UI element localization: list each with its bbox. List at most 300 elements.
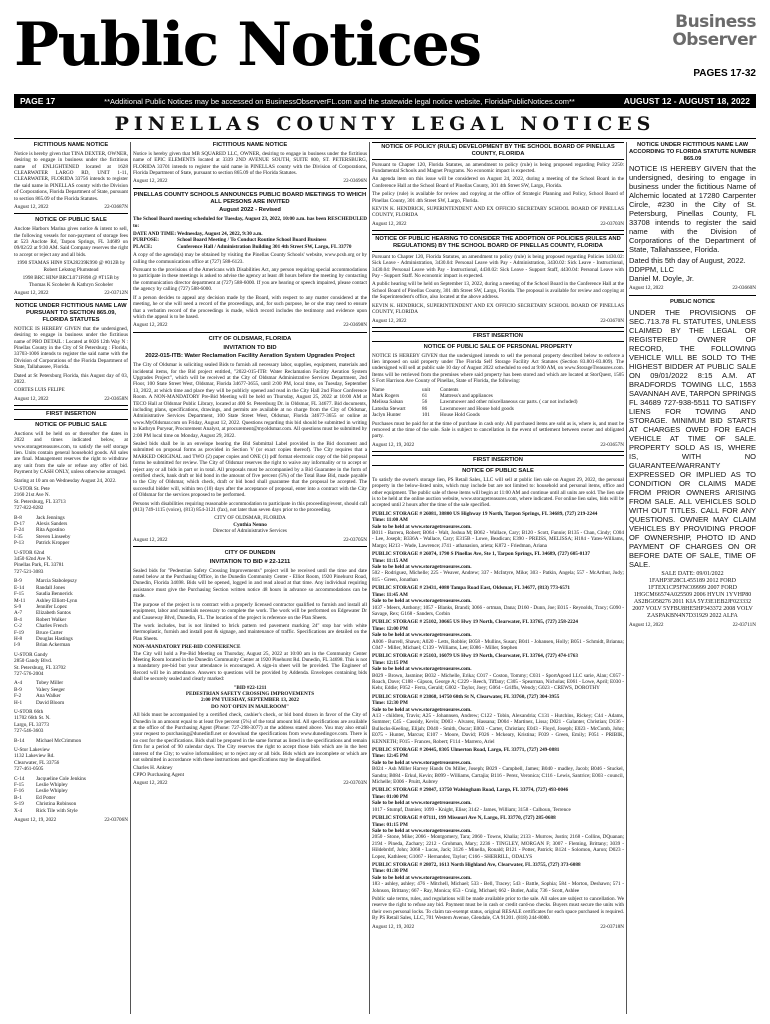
- bid-label-line: DO NOT OPEN IN MAILROOM": [210, 703, 289, 710]
- notice-heading: NOTICE UNDER FICTITIOUS NAME LAW PURSUANT TO SECTION 865.09, FLORIDA STATUTES: [15, 303, 127, 323]
- location-city: Pinellas Park, FL 33781: [14, 562, 64, 569]
- column-c: [372, 142, 624, 1014]
- notice-public-sale-vessels: [14, 217, 128, 300]
- notice-dated: Dated this 5th day of August, 2022.: [629, 256, 746, 266]
- unit-tenant: Charles French: [36, 623, 68, 630]
- unit-tenant: Jennifer Lopez: [36, 603, 67, 610]
- notice-date: August 12, 2022: [133, 322, 168, 329]
- location-city: Clearwater, FL 33756: [14, 759, 60, 766]
- notice-owner: DDPPM, LLC: [629, 265, 675, 275]
- column-divider: [130, 142, 131, 1014]
- notice-fictitious-name-a: [14, 142, 128, 214]
- location-phone: 727-546-3603: [14, 728, 44, 735]
- meeting-details: [133, 231, 367, 250]
- storage-entry-site: Sale to be held at www.storagetreasures.com.: [372, 706, 472, 713]
- vehicle-vins: 1FAHP3F28CL455189 2012 FORD 1FTEX1CP5FNC09999 2007 FORD 1HGCM66574A025509 2006 HYUN 1YVHP80 AS2BG058276 2011 KIA 5YJ3E1EB2JF023332 2007 VOLV 5YFBU8HE5HP343372 2008 VOLV ZASPAKBN4N7D31929 2022 ALFA: [632, 577, 753, 619]
- notice-heading: FIRST INSERTION: [14, 409, 128, 420]
- notice-heading: NOTICE UNDER FICTITIOUS NAME LAW ACCORDING TO FLORIDA STATUTE NUMBER 865.09: [629, 142, 756, 162]
- vessel-entry: 1998 BRC HIN# BRCL071F898 @ #T15B by Thomas K Scoheler & Kathryn Scoheler: [22, 275, 120, 288]
- notice-subheading: NOTICE OF PUBLIC SALE: [35, 421, 107, 428]
- notice-code: 22-03660N: [732, 285, 756, 292]
- notice-body: Notice is hereby given that MB SQUARED LLC, OWNER, desiring to engage in business under the fictitious name of EPIC ELEMENTS located at 3339 2ND AVENUE SOUTH, SUITE 800, ST. PETERSBURG, FLORIDA 33701 intends to register the said name in PINELLAS county with the Division of Corporations, Florida Department of State, pursuant to section 865.09 of the Florida Statutes.: [133, 150, 367, 177]
- location-name: U-STOR Gandy: [14, 651, 48, 658]
- notice-paragraph: The purpose of the project is to contract with a properly licensed contractor qualified to furnish and install all equipment, labor and materials necessary to complete the work. The work will be performed on Edgewater Dr and Causeway Blvd, Dunedin, FL. The location of the project is reference on the Plan Sheets.: [133, 601, 367, 621]
- location-name: U-STOR St. Pete: [14, 486, 50, 493]
- notice-code: 22-03705N: [343, 536, 367, 543]
- notice-dated: Dated at St Petersburg Florida, this August day of 03, 2022.: [14, 372, 128, 385]
- notice-body: NOTICE IS HEREBY GIVEN that the undersigned, desiring to engage in business under the fictitious name of PRO DETAIL : Located at 6026 12th Way N : Pinellas County in the City of St Petersburg : Florida, 33703-1006 intends to register the said name with the Division of Corporations of the Florida Department of State, Tallahassee, Florida.: [14, 325, 128, 371]
- business-observer-logo: [660, 14, 756, 49]
- notice-date: August 12, 19, 2022: [14, 817, 57, 824]
- notice-paragraph: The work includes, but is not limited to brick pattern red pavement marking 24" stop bar with white thermoplastic, furnish and install post & signage, and maintenance of traffic. Specifications are detailed on the Plan Sheets.: [133, 622, 367, 642]
- storage-entry-time: Time: 01:30 PM: [372, 868, 408, 875]
- unit-tenant: Jack Jennings: [36, 514, 65, 521]
- signature-line: Director of Administrative Services: [213, 528, 287, 535]
- storage-entry-heading: PUBLIC STORAGE # 26081, 38800 US Highway 19 North, Tarpon Springs, FL 34689, (727) 219-2244: [372, 510, 598, 517]
- location-city: Largo, FL 33773: [14, 721, 50, 728]
- storage-entry-time: Time: 12:15 PM: [372, 659, 408, 666]
- unit-number: A-4: [14, 680, 23, 687]
- notice-code: 22-03706N: [104, 817, 128, 824]
- notice-footer: [14, 204, 128, 210]
- vessel-entry: 1990 STAMAS HIN# STA28239K990 @ #012B by Robert Lekstog Plumstead: [16, 260, 126, 273]
- notice-owner: Daniel M. Doyle, Jr.: [629, 274, 695, 284]
- unit-number: E-14: [14, 584, 25, 591]
- table-cell-name: Mark Rogers: [372, 392, 400, 399]
- notice-paragraph: An agenda item on this issue will be considered on August 24, 2022, during a meeting of the School Board in the Conference Hall at the School Board of Pinellas County, 301 4th Street SW, Largo, Florida.: [372, 176, 624, 189]
- location-name: U-STOR 66th: [14, 709, 44, 716]
- storage-entry: [372, 511, 624, 549]
- bid-label-line: PEDESTRIAN SAFETY CROSSING IMPROVEMENTS: [185, 690, 315, 697]
- unit-tenant: David Bloom: [36, 699, 65, 706]
- storage-entry-units: A006 - Burrell, Shawn; A020 - Letts, Robbie; B058 - Mullins, Susan; B041 - Johansen, Holly; B051 - Schmidt, Brianna; C047 - Miller, Michael; C139 - Williams, Lee; E086 - Miller, Stephen: [372, 638, 624, 651]
- location-city: St. Petersburg, FL 33702: [14, 664, 66, 671]
- notice-footer: [372, 318, 624, 324]
- notice-heading: PINELLAS COUNTY SCHOOLS ANNOUNCES PUBLIC BOARD MEETINGS TO WHICH ALL PERSONS ARE INVITED: [133, 191, 367, 205]
- unit-number: D-17: [14, 521, 25, 528]
- detail-label: PLACE:: [133, 243, 153, 250]
- unit-number: F-24: [14, 527, 24, 534]
- notice-paragraph: NOTICE IS HEREBY GIVEN that the undersigned, desiring to engage in business under the fictitious Name of Alchemic located at 17280 Carpenter Circle, #230 in the City of St. Petersburg, Pinellas County, FL 33708 intends to register the said name with the Division of Corporations of the Department of State, Tallahassee, Florida.: [629, 164, 756, 255]
- location-phone: 727-822-8282: [14, 505, 44, 512]
- notice-code: 22-03712N: [104, 289, 128, 296]
- unit-number: S-19: [14, 801, 24, 808]
- notice-code: 22-03703N: [600, 220, 624, 227]
- unit-tenant: Jacqueline Cole Jenkins: [36, 775, 86, 782]
- detail-value: Conference Hall / Administration Building 301 4th Street SW, Largo, FL 33770: [177, 243, 352, 250]
- storage-entry: [372, 619, 624, 651]
- unit-tenant: Leslie Whipley: [36, 788, 68, 795]
- storage-entry-time: Time: 12:30 PM: [372, 700, 408, 707]
- unit-tenant: Michael McCrimmon: [36, 737, 82, 744]
- column-b: [133, 142, 367, 1014]
- notice-date: August 12, 2022: [629, 621, 664, 628]
- bid-label-line: 2:00 PM TUESDAY, SEPTEMBER 13, 2022: [201, 697, 299, 704]
- storage-entry-units: 2050 - Stone, Mike; 2066 - Montgomery, Tara; 2060 - Towns, Khalia; 2133 - Murrow, Justin; 2168 - Collins, DQuanan; 2194 - Pineda, Zachary; 2212 - Grohman, Mary; 2236 - TINGLEY, MORGAN F; 3007 - Fleming, Brittany; 3039 - Hildebrdrf, John; 3068 - Lucas, Jack; 3126 - Minella, Ronald; B121 - Potter, Patrick; B124 - Solomon, Aaron; D023 - Lopez, Kathleen; G1067 - Hernandez, Taylor; C166 - SHERRILL, ODALYS: [372, 834, 624, 860]
- unit-list: [14, 578, 128, 648]
- unit-tenant: Saudia Bennerick: [36, 591, 73, 598]
- storage-entry-time: Time: 12:00 PM: [372, 625, 408, 632]
- pages-label: PAGES 17-32: [693, 68, 756, 79]
- notice-public-storage-sale: [372, 455, 624, 933]
- notice-paragraph: A public hearing will be held on September 13, 2022, during a meeting of the School Board in the Conference Hall at the School Board of Pinellas County, 301 4th Street SW, Largo, Florida. The proposal is available for review and copying at the Superintendent's office, also located at the above address.: [372, 281, 624, 301]
- header-bar: [14, 94, 756, 108]
- notice-footer: [372, 924, 624, 930]
- notice-footer: [372, 442, 624, 448]
- table-cell-unit: 101: [422, 412, 430, 419]
- notice-footer: [133, 780, 367, 786]
- unit-number: P-13: [14, 540, 24, 547]
- unit-list: [14, 680, 128, 706]
- notice-footer: [133, 537, 367, 543]
- notice-school-board-meeting: [133, 192, 367, 333]
- notice-oldsmar-itb: [133, 336, 367, 547]
- notice-storquest-sale: [372, 331, 624, 452]
- storage-entry-site: Sale to be held at www.storagetreasures.com.: [372, 632, 472, 639]
- table-header: unit: [422, 386, 431, 393]
- notice-footer: [629, 285, 756, 291]
- notice-date: August 12, 2022: [14, 289, 49, 296]
- notice-body: Anclote Harbors Marina gives notice & intent to sell, the following vessels for non-payment of storage fees at 523 Anclote Rd, Tarpon Springs, FL 34689 on 09/02/22 at 9:30 AM. Said Company reserves the right to accept or reject any and all bids.: [14, 226, 128, 258]
- storage-location: [14, 747, 128, 773]
- unit-tenant: Elizabeth Santos: [36, 610, 71, 617]
- notice-code: 22-03687N: [104, 204, 128, 211]
- storage-entry-heading: PUBLIC STORAGE # 29847, 13750 Walsingham Road, Largo, FL 33774, (727) 493-0046: [372, 787, 569, 794]
- storage-entry-units: 1017 - Stumpf, Damien; 1099 - Knight, Elise; 3142 - James, William; 3158 - Calhoun, Terrence: [372, 806, 571, 813]
- unit-tenant: Tobey Miller: [36, 680, 64, 687]
- unit-number: C-2: [14, 623, 22, 630]
- unit-number: F-2: [14, 693, 22, 700]
- unit-row: [14, 738, 128, 744]
- unit-tenant: Steven Linseeby: [36, 533, 71, 540]
- column-a: [14, 142, 128, 1014]
- storage-entry: [372, 787, 624, 813]
- signature-line: Cynthia Nenno: [233, 521, 267, 528]
- notice-footer: [629, 622, 756, 628]
- notice-footer: [372, 221, 624, 227]
- notice-starting: Staring at 10 am on Wednesday August 24, 2022.: [14, 477, 117, 484]
- table-header: Name: [372, 386, 385, 393]
- notice-fictitious-name-alchemic: [629, 142, 756, 296]
- notice-body: Notice is hereby given that TINA DEXTER, OWNER, desiring to engage in business under the fictitious name of ENLIGHTENED located at 1628 CLEARWATER LARGO RD, UNIT 1-11, CLEARWATER, FLORIDA 33756 intends to register the said name in PINELLAS county with the Division of Corporations, Florida Department of State, pursuant to section 865.09 of the Florida Statutes.: [14, 150, 128, 202]
- unit-number: A-7: [14, 610, 23, 617]
- notice-heading: PUBLIC NOTICE: [669, 298, 716, 305]
- storage-entries: [372, 511, 624, 894]
- unit-tenant: Bruce Carter: [36, 629, 63, 636]
- unit-number: H-8: [14, 635, 23, 642]
- unit-number: B-8: [14, 514, 22, 521]
- notice-date: August 12, 2022: [133, 780, 168, 787]
- storage-entry-units: B011 - Barrera, Robert; B064 - Walt, Joshua M; B062 - Wallace, Cary; B120 - Scott, Fannie; B135 - Chan, Cindy; C004 - Lee, Joseph; B336A - Wallace, Cary; E315B - Lowe, Beadican; E390 - PREISS, MELISSA; H184 - Yates-Williams, Margo; H213 - Wade, Lawrence; J741 - athanasion, arieta; K872 - Friedman, Ariana: [372, 530, 624, 549]
- issue-dates: AUGUST 12 - AUGUST 18, 2022: [623, 96, 750, 106]
- notice-public-hearing-policies: [372, 234, 624, 328]
- notice-subheading: INVITATION TO BID: [223, 344, 277, 351]
- storage-entry-site: Sale to be held at www.storagetreasures.com.: [372, 564, 472, 571]
- notice-code: 22-03718N: [600, 923, 624, 930]
- notice-date: August 12, 2022: [14, 204, 49, 211]
- storage-entry-time: Time: 11:00 AM: [372, 517, 408, 524]
- storage-entry-heading: PUBLIC STORAGE # 07111, 199 Missouri Ave N, Largo, FL 33770, (727) 285-0688: [372, 815, 556, 822]
- unit-number: I-35: [14, 533, 23, 540]
- section-title: PINELLAS COUNTY LEGAL NOTICES: [14, 109, 756, 139]
- notice-code: 22-03670N: [600, 317, 624, 324]
- notice-paragraph: A copy of the agenda(s) may be obtained by visiting the Pinellas County Schools' website, www.pcsb.org or by calling the communications office at (727) 588-6123.: [133, 252, 367, 265]
- notice-signature: KEVIN K. HENDRICK, SUPERINTENDENT AND EX OFFICIO SECRETARY SCHOOL BOARD OF PINELLAS COUNTY, FLORIDA: [372, 206, 624, 219]
- unit-number: S-9: [14, 603, 22, 610]
- unit-number: H-1: [14, 699, 23, 706]
- notice-heading: NOTICE OF PUBLIC SALE: [35, 217, 107, 224]
- notice-date: August 12, 2022: [133, 178, 168, 185]
- notice-paragraph: UNDER THE PROVISIONS OF SEC.713.78 FL STATUTES, UNLESS CLAIMED BY THE LEGAL OR REGISTERED OWNER OF RECORD, THE FOLLOWING VEHICLE WILL BE SOLD TO THE HIGHEST BIDDER AT PUBLIC SALE ON 09/01/2022 8:15 A.M. AT BRADFORDS TOWING LLC, 1553 SAVANNAH AVE, TARPON SPRINGS FL 34689 727-938-5511 TO SATISFY LIENS FOR TOWING AND STORAGE. MINIMUM BID STARTS AT CHARGES OWED FOR EACH VEHICLE AT TIME OF SALE. PROPERTY SOLD AS IS, WHERE IS, WITH NO GUARANTEE/WARRANTY EXPRESSED OR IMPLIED AS TO CONDITION OR CLAIMS MADE FROM PRIOR OWNERS ARISING FROM SALE. ALL VEHICLES SOLD WITH OUT TITLES. CALL FOR ANY QUESTIONS. OWNER MAY CLAIM VEHICLES BY PROVIDING PROOF OF OWNERSHIP, PHOTO ID AND PAYMENT OF CHARGES ON OR BEFORE DATE OF SALE, TIME OF SALE.: [629, 307, 756, 569]
- notice-subheading: NON-MANDATORY PRE-BID CONFERENCE: [133, 644, 241, 651]
- notice-paragraph: The policy (rule) is available for review and copying at the office of Strategic Planning and Policy, School Board of Pinellas County, 301 4th Street SW, Largo, Florida.: [372, 191, 624, 204]
- sale-table: [372, 387, 624, 419]
- storage-entry-site: Sale to be held at www.storagetreasures.com.: [372, 759, 472, 766]
- notice-code: 22-03698N: [343, 322, 367, 329]
- storage-entry-units: 502 - Rodriguez, Michelle; 225 - Weaver, Andrew; 337 - McIntyre, Mike; 303 - Patkin, Angela; 557 - McArthur, Judy; 815 - Green, Jonathan: [372, 570, 624, 583]
- column-d: [629, 142, 756, 1014]
- storage-entry-time: Time: 12:45 PM: [372, 753, 408, 760]
- storage-entry-units: B029 - Brown, Jasmine; B032 - Michelle, Erika; C017 - Coston, Tommy; C031 - SportAgood LLC sarie, Alan; C057 - Roach, Dave; C188 - Gipson, George A; C229 - Reech, Tiffany; C305 - Spearman, Nicholas; E061 - Lowe, April; E030 - Kehr, Eddie; F052 - Ferra, Gerald; G002 - Taylor, Joey; G064 - Griffis, Wendy; G023 - CREWS, DOROTHY: [372, 672, 624, 692]
- notice-date: August 12, 19, 2022: [372, 923, 415, 930]
- unit-list: [14, 515, 128, 547]
- notice-signature: KEVIN K. HENDRICK, SUPERINTENDENT AND EX OFFICIO SECRETARY SCHOOL BOARD OF PINELLAS COUNTY, FLORIDA: [372, 302, 624, 316]
- location-address: 3450 62nd Ave N.: [14, 556, 52, 563]
- header-bar-text: **Additional Public Notices may be accessed on BusinessObserverFL.com and the statewide legal notice website, FloridaPublicNotices.com**: [104, 96, 575, 106]
- unit-number: X-4: [14, 807, 23, 814]
- storage-entry-site: Sale to be held at www.storagetreasures.com.: [372, 666, 472, 673]
- storage-entry-heading: PUBLIC STORAGE # 23431, 4080 Tampa Road East, Oldsmar, FL 34677, (813) 773-6571: [372, 585, 571, 592]
- location-address: 1132 Lakeview Rd.: [14, 753, 55, 760]
- notice-subheading: NOTICE OF PUBLIC SALE: [462, 467, 534, 474]
- storage-entry: [372, 585, 624, 617]
- notice-heading: FIRST INSERTION: [372, 455, 624, 466]
- unit-list: [14, 776, 128, 814]
- notice-date: August 12, 2022: [372, 220, 407, 227]
- location-name: U-STOR 62nd: [14, 549, 45, 556]
- storage-entry: [372, 815, 624, 860]
- table-cell-contents: Lawnmower and other miscellaneous car parts. ( car not included): [440, 399, 578, 406]
- unit-tenant: Valery Seeger: [36, 686, 65, 693]
- unit-row: [14, 808, 128, 814]
- storage-entry-heading: PUBLIC STORAGE # 20445, 8305 Ulmerton Road, Largo, FL 33771, (727) 249-0881: [372, 747, 560, 754]
- storage-entry-units: A13 - children, Travis; A25 - Johannsen, Andrew; C122 - Tobin, Alexandria; C131 - Hutchins, Rickey; C44 - Adams, Summer; C45 - Cassidy, Kevin; D003 - Alvarez, Hassana; D004 - Martinez, Lissa; D021 - Galanter, Christian; D136 - Bullocks-Keeling, Elijah; D040 - Smith, Oscar; E003 - Carter, Christian; E043 - Floyd, Joseph; E023 - McComb, John; E075 - Hunter, Marcus; E107 - Moore, David; F026 - Mckeary, Kristina; F039 - Green, Emily; F051 - PRIBIK, KENNETH; F015 - Frances, Robert; F114 - Marrero, Ariel: [372, 713, 624, 745]
- unit-tenant: Patrick Kropper: [36, 540, 70, 547]
- notice-paragraph: Purchases must be paid for at the time of purchase in cash only. All purchased items are sold as is, where is, and must be removed at the time of the sale. Sale is subject to cancellation in the event of settlement between owner and obligated party.: [372, 420, 624, 440]
- table-cell-contents: Lawnmower and House hold goods: [440, 405, 514, 412]
- storage-entry-time: Time: 01:15 PM: [372, 821, 408, 828]
- column-divider: [626, 142, 627, 1014]
- notice-paragraph: To satisfy the owner's storage lien, PS Retail Sales, LLC will sell at public lien sale on August 29, 2022, the personal property in the below-listed units, which may include but are not limited to: household and personal items, office and other equipment. The public sale of these items will begin at 11:00 AM and continue until all units are sold. The lien sale is to be held at the online auction website, www.storagetreasures.com, where indicated. For online lien sales, bids will be accepted until 2 hours after the time of the sale specified.: [372, 476, 624, 509]
- unit-number: M-11: [14, 597, 26, 604]
- unit-number: F-15: [14, 782, 24, 789]
- notice-heading: FICTITIOUS NAME NOTICE: [212, 142, 288, 148]
- unit-tenant: Brian Ackerman: [36, 642, 71, 649]
- unit-tenant: Leslie Whipley: [36, 782, 68, 789]
- unit-number: B-14: [14, 737, 25, 744]
- bid-label-line: "BID #22-1211: [233, 684, 267, 691]
- notice-paragraph: All bids must be accompanied by a certified check, cashier's check, or bid bond drawn in favor of the City of Dunedin in an amount equal to at least five percent (5%) of the total amount bid. All specifications are available at the office of the Purchasing Agent (Phone: 727-298-3077) at the address stated above. You may also email your request to purchasing@dunedinfl.net or download the specifications from www.dunedingov.com. There is no cost for the specifications. Bids shall be prepared in the same format as listed in the specifications and remain firm for a period of 90 calendar days. The City reserves the right to accept those bids which are in the best interest of the City; to waive informalities; or to reject any or all bids. Bids which are incomplete or which are not submitted in accordance with these instructions and specifications may be disqualified.: [133, 712, 367, 764]
- notice-dunedin-itb: [133, 550, 367, 790]
- storage-entry-site: Sale to be held at www.storagetreasures.com.: [372, 874, 472, 881]
- notice-subheading: 2022-015-ITB: Water Reclamation Facility Aeration System Upgrades Project: [145, 353, 355, 360]
- notice-date: August 12, 2022: [14, 395, 49, 402]
- table-cell-unit: 56: [422, 399, 428, 406]
- location-address: 2850 Gandy Blvd.: [14, 658, 53, 665]
- signature-line: CITY OF OLDSMAR, FLORIDA: [214, 515, 286, 522]
- unit-row: [14, 540, 128, 546]
- unit-number: F-19: [14, 629, 24, 636]
- masthead-title: Public Notices: [14, 10, 481, 80]
- notice-body: [629, 308, 756, 569]
- notice-code: 22-03657N: [600, 441, 624, 448]
- notice-paragraph: The City will hold a Pre-Bid Meeting on Thursday, August 25, 2022 at 10:00 am in the Community Center Meeting Room located in the Dunedin Community Center at 1920 Pinehurst Rd. Dunedin, FL 34698. This is not a mandatory pre-bid but your attendance is encouraged. A sign-in sheet will be provided. The Engineer of Record will be in attendance. Answers to questions will be provided by Addenda. Envelopes containing bids shall be securely sealed and clearly marked:: [133, 650, 367, 683]
- notice-public-notice-towing: [629, 299, 756, 631]
- storage-entry: [372, 694, 624, 745]
- notice-footer: [14, 396, 128, 402]
- unit-tenant: Ashley Elliott-Lynn: [36, 597, 78, 604]
- storage-entry-heading: PUBLIC STORAGE # 23868, 14750 60th St N, Clearwater, FL 33760, (727) 304-3955: [372, 693, 560, 700]
- storage-entry: [372, 653, 624, 691]
- unit-tenant: Ed Potter: [36, 794, 56, 801]
- unit-row: [14, 700, 128, 706]
- storage-entry-site: Sale to be held at www.storagetreasures.com.: [372, 523, 472, 530]
- location-name: U-Stor Lakeview: [14, 747, 50, 754]
- notice-footer: [133, 322, 367, 328]
- notice-heading: FIRST INSERTION: [372, 331, 624, 342]
- signature-line: CPPO Purchasing Agent: [133, 771, 185, 778]
- storage-entry-heading: PUBLIC STORAGE # 25102, 30665 US Hwy 19 North, Clearwater, FL 33765, (727) 258-2224: [372, 619, 578, 626]
- unit-tenant: Ana Walker: [36, 693, 61, 700]
- unit-number: B-9: [14, 686, 22, 693]
- notice-owner: CORTES LUIS FELIPE: [14, 387, 65, 394]
- logo-line2: Observer: [672, 30, 756, 50]
- notice-paragraph: Public sale terms, rules, and regulations will be made available prior to the sale. All sales are subject to cancellation. We reserve the right to refuse any bid. Payment must be in cash or credit card-no checks. Buyers must secure the units with their own personal locks. To claim tax-exempt status, original RESALE certificates for each space purchased is required. By PS Retail Sales, LLC, 701 Western Avenue, Glendale, CA 91201. (818) 244-8080.: [372, 895, 624, 922]
- masthead: [14, 6, 756, 94]
- unit-list: [14, 738, 128, 744]
- notice-heading: NOTICE OF POLICY (RULE) DEVELOPMENT BY THE SCHOOL BOARD OF PINELLAS COUNTY, FLORIDA: [372, 142, 624, 160]
- unit-number: I-9: [14, 642, 21, 649]
- storage-entry: [372, 747, 624, 785]
- notice-code: 22-03703N: [343, 780, 367, 787]
- notice-body: Auctions will be held on or thereafter the dates in 2022 and times indicated below, at www.storagetreasures.com, to satisfy the self storage lien. Units contain general household goods. All sales are final. Management reserves the right to withdraw any unit from the sale or refuse any offer of bid. Payment by CASH ONLY, unless otherwise arranged.: [14, 430, 128, 476]
- notice-subheading: August 2022 - Revised: [219, 207, 281, 214]
- unit-tenant: Douglas Hastings: [36, 635, 73, 642]
- notice-lead: The School Board meeting scheduled for Tuesday, August 23, 2022, 10:00 a.m. has been RESCHEDULED to:: [133, 216, 367, 229]
- storage-location: [14, 709, 128, 735]
- unit-tenant: Randall Jones: [36, 584, 65, 591]
- location-phone: 727-576-2004: [14, 670, 44, 677]
- storage-entry-time: Time: 01:00 PM: [372, 793, 408, 800]
- notice-paragraph: Sealed bids for "Pedestrian Safety Crossing Improvements" project will be received until the time and date noted below at the Purchasing Office, in the Dunedin Community Center - Elliot Room, 1920 Pinehurst Road, Dunedin, Florida 34698. Bids will be opened, logged in and read aloud at that time. Any individual requiring assistance must give the Purchasing Section written notice 48 hours in advance so accommodations can be made.: [133, 567, 367, 600]
- unit-tenant: Alexis Sanders: [36, 521, 68, 528]
- table-cell-name: Jaclyn Hunter: [372, 412, 401, 419]
- notice-subheading: INVITATION TO BID # 22-1211: [209, 558, 291, 565]
- notice-paragraph: Pursuant to Chapter 120, Florida Statutes, an amendment to policy (rule) is being proposed regarding Policy 2250: Fundamental Schools and Magnet Programs. No economic impact is expected.: [372, 161, 624, 174]
- unit-number: F-15: [14, 591, 24, 598]
- page-number: PAGE 17: [20, 96, 56, 106]
- column-divider: [369, 142, 370, 1014]
- detail-label: DATE AND TIME:: [133, 231, 177, 238]
- sale-date: SALE DATE: 09/01/2022: [661, 570, 724, 577]
- unit-tenant: Marcia Stabolepszy: [36, 578, 78, 585]
- location-address: 11702 66th St. N.: [14, 715, 51, 722]
- storage-entry-units: 1037 - Meers, Anthony; 1057 - Blanks, Brandi; 3066 - ortman, Dana; D160 - Dunn, Joe; E015 - Reynolds, Tracy; G090 - Savage, Rex; G168 - Sanders, Corbin: [372, 604, 624, 617]
- table-cell-contents: Mattress's and appliances: [440, 392, 493, 399]
- storage-entry-units: 183 - ashley, ashley; 476 - Mitchell, Michael; 533 - Bell, Tracey; 543 - Battle, Sophia; 584 - Morton, Deshawn; 571 - Johnson, Brittany; 667 - Ray, Monica; 653 - Craig, Michael; 662 - Butler, Aalia; 736 - Scott, Ashlee: [372, 881, 624, 894]
- detail-value: Wednesday, August 24, 2022, 9:30 a.m.: [177, 231, 263, 238]
- storage-location: [14, 652, 128, 678]
- table-cell-contents: House Hold Goods: [440, 412, 480, 419]
- notice-paragraph: If a person decides to appeal any decision made by the Board, with respect to any matter considered at the meeting, he or she will need a record of the proceedings, and, for such purpose, he or she may need to ensure that a verbatim record of the proceedings is made, which record includes the testimony and evidence upon which the appeal is to be based.: [133, 294, 367, 320]
- storage-entry-heading: PUBLIC STORAGE # 28072, 1613 North Highland Ave, Clearwater, FL 33755, (727) 373-6088: [372, 861, 581, 868]
- notice-date: August 12, 2022: [629, 285, 664, 292]
- notice-heading: CITY OF DUNEDIN: [224, 550, 276, 557]
- storage-entry-site: Sale to be held at www.storagetreasures.com.: [372, 827, 472, 834]
- unit-number: B-1: [14, 794, 22, 801]
- notice-code: 22-03658N: [104, 395, 128, 402]
- notice-paragraph: Pursuant to Chapter 120, Florida Statutes, an amendment to policy (rule) is being proposed regarding Policies 1430.02: Sick Leave - Administration, 3430.04: Personal Leave with Pay - Administration, 3430.02: Sick Leave - Instructional, 3430.04: Personal Leave with Pay - Instructional, 4430.02: Sick Leave - Support Staff, 4430.04: Personal Leave with Pay - Support Staff. No economic impact is expected.: [372, 253, 624, 280]
- storage-location: [14, 550, 128, 576]
- unit-number: B-4: [14, 616, 22, 623]
- notice-footer: [14, 817, 128, 823]
- notice-heading: FICTITIOUS NAME NOTICE: [33, 142, 109, 148]
- location-city: St. Petersburg, FL 33713: [14, 498, 66, 505]
- unit-number: F-16: [14, 788, 24, 795]
- notice-code: 22-03711N: [732, 621, 756, 628]
- table-header: Contents: [440, 386, 459, 393]
- storage-location: [14, 486, 128, 512]
- notice-footer: [14, 290, 128, 296]
- notice-date: August 12, 2022: [133, 536, 168, 543]
- detail-value: School Board Meeting / To Conduct Routine School Board Business: [177, 237, 327, 244]
- unit-tenant: Robert Walker: [36, 616, 67, 623]
- storage-entry-units: B024 - Ash Miller Harvey Hands On Miller, Joseph; B029 - Campbell, James; B040 - madley, Jacob; B046 - Stuckel, Sandra; B084 - Erkul, Kevin; B099 - Williams, Cartajia; B116 - Perez, Veronica; C116 - Lewis, Santrice; E003 - council, Michelle; E006 - Pruitt, Aubrey: [372, 766, 624, 786]
- location-phone: 727-521-3083: [14, 568, 44, 575]
- storage-entry-site: Sale to be held at www.storagetreasures.com.: [372, 800, 472, 807]
- storage-entry: [372, 551, 624, 583]
- storage-entry-site: Sale to be held at www.storagetreasures.com.: [372, 598, 472, 605]
- storage-entry-heading: PUBLIC STORAGE # 26074, 1790 S Pinellas Ave, Ste 1, Tarpon Springs, FL 34689, (727) 605-0137: [372, 551, 590, 558]
- notice-paragraph: Sealed bids shall be in an envelope bearing the Bid Submittal Label provided in the Bid document and submitted on proposal forms as provided in Section V (or exact copies thereof). The City requires that a MARKED ORIGINAL and TWO (2) paper copies and ONE (1) pdf format electronic copy of the bid proposal forms be submitted for review. The City of Oldsmar reserves the right to waive any informality or to accept or reject any or all bids in part or in total. All proposals must be accompanied by a Bid Guarantee in the form of certified check, bank draft or bid bond in the amount of five percent (5%) of the Total Base Bid, made payable to the City of Oldsmar, which check, draft or bid bond shall guarantee that the proposal be accepted. The successful bidder will, within ten (10) days after the acceptance of proposal, enter into a contract with the City of Oldsmar for the services proposed to be performed.: [133, 440, 367, 499]
- unit-number: B-9: [14, 578, 22, 585]
- table-cell-unit: 61: [422, 392, 428, 399]
- table-cell-name: Melissa Salsan: [372, 399, 403, 406]
- storage-entry-time: Time: 11:45 AM: [372, 591, 408, 598]
- notice-paragraph: NOTICE IS HEREBY GIVEN that the undersigned intends to sell the personal property described below to enforce a lien imposed on said property under The Florida Self Storage Facility Act Statutes (Section 83.801-83.809). The undersigned will sell at public sale 10 day of August 2022 scheduled to end at 9:00 AM, on www.StorageTreasures.com. Items will be retrieved from the premises where said property has been stored and which are located at StorQuest, 1505 S Fort Harrison Ave County of Pinellas, State of Florida, the following:: [372, 352, 624, 385]
- unit-number: C-14: [14, 775, 25, 782]
- location-address: 2160 21st Ave N.: [14, 492, 50, 499]
- unit-row: [14, 642, 128, 648]
- unit-tenant: Rick Tile with Style: [36, 807, 78, 814]
- notice-ustor-public-sale: [14, 409, 128, 826]
- storage-entry-time: Time: 11:15 AM: [372, 557, 408, 564]
- notice-code: 22-03696N: [343, 178, 367, 185]
- notice-date: August 12, 2022: [372, 317, 407, 324]
- notice-subheading: NOTICE OF PUBLIC SALE OF PERSONAL PROPERTY: [423, 343, 573, 350]
- notice-date: August 12, 19, 2022: [372, 441, 415, 448]
- notice-heading: NOTICE OF PUBLIC HEARING TO CONSIDER THE ADOPTION OF POLICIES (RULES AND REGULATIONS) BY THE SCHOOL BOARD OF PINELLAS COUNTY, FLORIDA: [372, 234, 624, 252]
- notice-policy-development: [372, 142, 624, 231]
- notice-fictitious-name-epic: [133, 142, 367, 189]
- notice-paragraph: The City of Oldsmar is soliciting sealed Bids to furnish all necessary labor, supplies, equipment, materials and incidental items, for the Bid project entitled, "2022-015-ITB: Water Reclamation Facility Aeration System Upgrades Project", which will be received at the City of Oldsmar Administrative Services Department, 2nd Floor, 100 State Street West, Oldsmar, Florida 34677-3655, until 2:00 PM, local time, on Tuesday, September 13, 2022, at which time and place they will be publicly opened and read in the City Hall 2nd Floor Conference Room. A NON-MANDATORY Pre-Bid Meeting will be held on Thursday, August 25, 2022 at 10:00 AM at TECO Hall at Oldsmar Public Library, located at 400 St. Petersburg Dr. in Oldsmar, FL 34677. Bid documents, including plans, specifications, drawings, and permits are available at no charge from the City of Oldsmar, Administrative Services Department, 100 State Street West, Oldsmar, Florida 34677-3655 or online at www.MyOldsmar.com on Friday, August 12, 2022. Questions regarding this bid should be submitted in writing to Kathryn Puryear, Procurement Analyst, at procurement@myoldsmar.com. All questions must be submitted by 2:00 PM local time on Monday, August 29, 2022.: [133, 362, 367, 439]
- signature-line: Charles H. Ankney: [133, 765, 173, 772]
- location-phone: 727-461-0505: [14, 766, 44, 773]
- notice-fictitious-name-pro-detail: [14, 303, 128, 406]
- table-cell-name: Latosha Stewart: [372, 405, 406, 412]
- storage-entry: [372, 862, 624, 894]
- unit-tenant: Christina Robinson: [36, 801, 77, 808]
